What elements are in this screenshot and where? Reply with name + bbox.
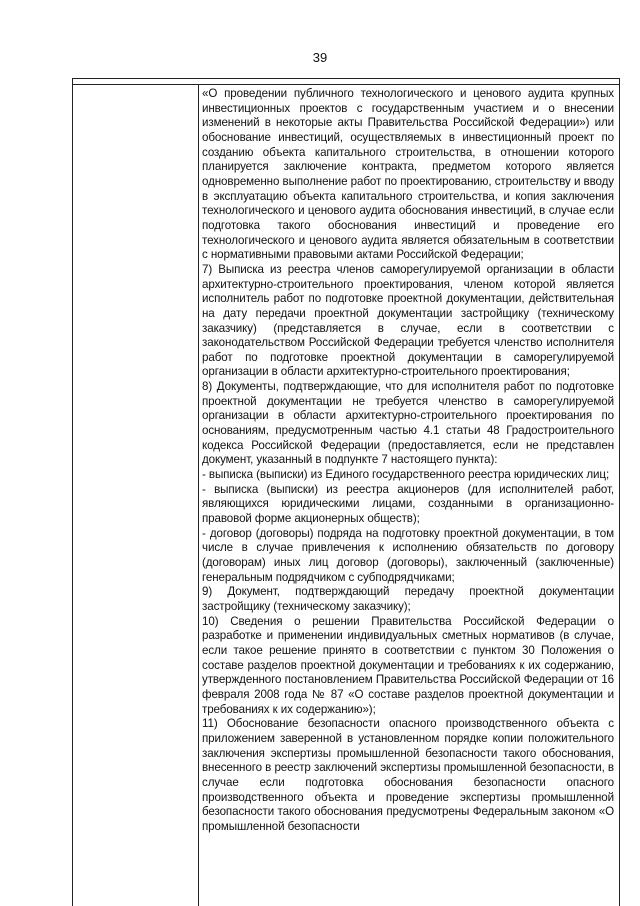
paragraph-item-8-bullet-2: - выписка (выписки) из реестра акционеров (для исполнителей работ, являющихся юридическими лицами, созданными в организационно-правовой форме акционерных обществ);: [202, 482, 614, 526]
paragraph-item-8-bullet-1: - выписка (выписки) из Единого государственного реестра юридических лиц;: [202, 468, 610, 482]
paragraph-item-7: 7) Выписка из реестра членов саморегулируемой организации в области архитектурно-строительного проектирования, членом которой является исполнитель работ по подготовке проектной документации, действительная на дату передачи проектной документации застройщику (техническому заказчику) (представляется в случае, если в соответствии с законодательством Российской Федерации требуется членство исполнителя работ по подготовке проектной документации в саморегулируемой организации в области архитектурно-строительного проектирования;: [202, 262, 614, 379]
document-table: [72, 78, 620, 906]
paragraph-item-8-bullet-3: - договор (договоры) подряда на подготовку проектной документации, в том числе в случае привлечения к исполнению обязательств по договору (договорам) иных лиц договор (договоры), заключенный (заключенные) генеральным подрядчиком с субподрядчиками;: [202, 526, 614, 584]
table-right-column: [202, 87, 614, 834]
paragraph-item-9: 9) Документ, подтверждающий передачу проектной документации застройщику (техническому заказчику);: [202, 585, 614, 613]
paragraph-investment-justification: «О проведении публичного технологического и ценового аудита крупных инвестиционных проектов с государственным участием и о внесении изменений в некоторые акты Правительства Российской Федерации») или обоснование инвестиций, осуществляемых в инвестиционный проект по созданию объекта капитального строительства, в отношении которого планируется заключение контракта, предметом которого является одновременно выполнение работ по проектированию, строительству и вводу в эксплуатацию объекта капитального строительства, и копия заключения технологического и ценового аудита обоснования инвестиций, в случае если подготовка такого обоснования инвестиций и проведение его технологического и ценового аудита является обязательным в соответствии с нормативными правовыми актами Российской Федерации;: [202, 87, 614, 262]
table-left-column: [73, 85, 199, 906]
page-number: 39: [312, 50, 328, 65]
paragraph-item-8: 8) Документы, подтверждающие, что для исполнителя работ по подготовке проектной документации не требуется членство в саморегулируемой организации в области архитектурно-строительного проектирования по основаниям, предусмотренным частью 4.1 статьи 48 Градостроительного кодекса Российской Федерации (предоставляется, если не представлен документ, указанный в подпункте 7 настоящего пункта):: [202, 380, 614, 467]
paragraph-item-10: 10) Сведения о решении Правительства Российской Федерации о разработке и применении индивидуальных сметных нормативов (в случае, если такое решение принято в соответствии с пунктом 30 Положения о составе разделов проектной документации и требованиях к их содержанию, утвержденного постановлением Правительства Российской Федерации от 16 февраля 2008 года № 87 «О составе разделов проектной документации и требованиях к их содержанию»);: [202, 614, 614, 716]
paragraph-item-11: 11) Обоснование безопасности опасного производственного объекта с приложением заверенной в установленном порядке копии положительного заключения экспертизы промышленной безопасности такого обоснования, внесенного в реестр заключений экспертизы промышленной безопасности, в случае если подготовка обоснования безопасности опасного производственного объекта и проведение экспертизы промышленной безопасности такого обоснования предусмотрены Федеральным законом «О промышленной безопасности: [202, 717, 614, 833]
